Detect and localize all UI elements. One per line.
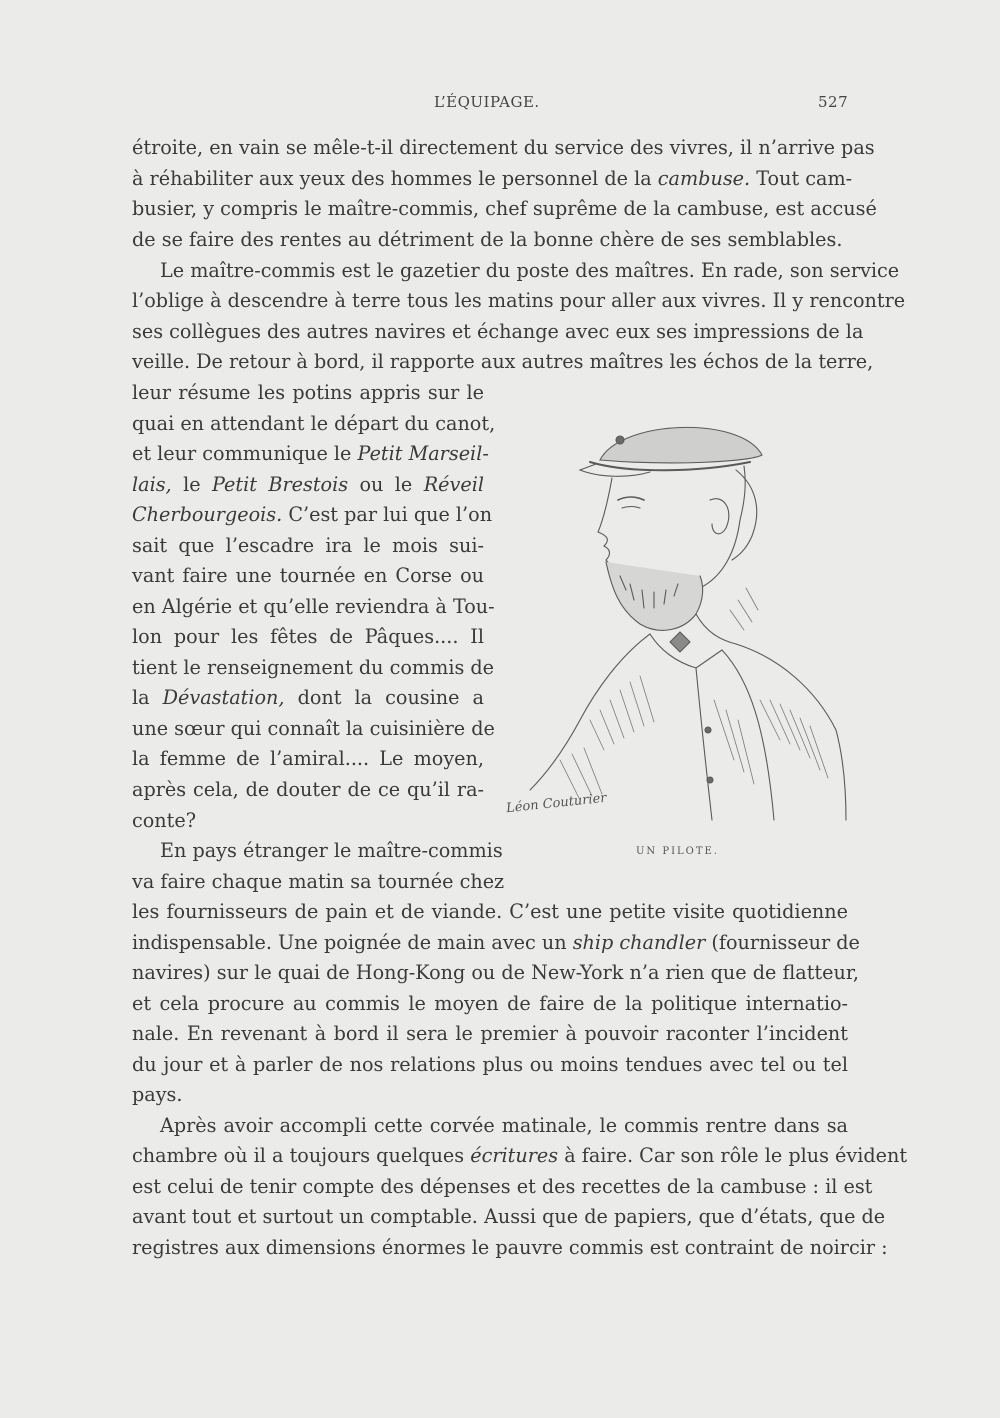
text-line: la femme de l’amiral.... Le moyen, (132, 747, 484, 770)
text-line: et leur communique le Petit Marseil- (132, 442, 489, 465)
text-line: leur résume les potins appris sur le (132, 381, 484, 404)
page-number: 527 (818, 93, 849, 111)
text-line: avant tout et surtout un comptable. Aussi que de papiers, que d’états, que de (132, 1205, 886, 1228)
text-line: quai en attendant le départ du canot, (132, 412, 496, 435)
text-line: du jour et à parler de nos relations plus ou moins tendues avec tel ou tel (132, 1053, 848, 1076)
text-line: la Dévastation, dont la cousine a (132, 686, 484, 709)
text-line: registres aux dimensions énormes le pauvre commis est contraint de noircir : (132, 1236, 888, 1259)
text-line: va faire chaque matin sa tournée chez (132, 870, 505, 893)
text-line: pays. (132, 1083, 183, 1106)
text-line: Le maître-commis est le gazetier du poste des maîtres. En rade, son service (160, 259, 900, 282)
text-line: en Algérie et qu’elle reviendra à Tou- (132, 595, 495, 618)
text-line: Cherbourgeois. C’est par lui que l’on (132, 503, 493, 526)
text-line: busier, y compris le maître-commis, chef suprême de la cambuse, est accusé (132, 197, 877, 220)
text-line: et cela procure au commis le moyen de faire de la politique internatio- (132, 992, 848, 1015)
text-line: les fournisseurs de pain et de viande. C’est une petite visite quotidienne (132, 900, 848, 923)
text-line: indispensable. Une poignée de main avec un ship chandler (fournisseur de (132, 931, 860, 954)
artist-signature: Léon Couturier (505, 790, 608, 817)
text-line: étroite, en vain se mêle-t-il directement du service des vivres, il n’arrive pas (132, 136, 875, 159)
text-line: veille. De retour à bord, il rapporte aux autres maîtres les échos de la terre, (132, 350, 874, 373)
text-line: En pays étranger le maître-commis (160, 839, 503, 862)
text-line: lais, le Petit Brestois ou le Réveil (132, 473, 484, 496)
figure-caption: UN PILOTE. (636, 846, 720, 857)
text-line: de se faire des rentes au détriment de la bonne chère de ses semblables. (132, 228, 843, 251)
text-line: Après avoir accompli cette corvée matinale, le commis rentre dans sa (160, 1114, 848, 1137)
running-head (0, 93, 1000, 117)
text-line: ses collègues des autres navires et échange avec eux ses impressions de la (132, 320, 864, 343)
text-line: après cela, de douter de ce qu’il ra- (132, 778, 484, 801)
text-line: une sœur qui connaît la cuisinière de (132, 717, 495, 740)
running-title: L’ÉQUIPAGE. (434, 93, 540, 111)
text-line: à réhabiliter aux yeux des hommes le personnel de la cambuse. Tout cam- (132, 167, 853, 190)
pilot-sketch-image (500, 400, 850, 830)
text-line: navires) sur le quai de Hong-Kong ou de New-York n’a rien que de flatteur, (132, 961, 859, 984)
text-line: est celui de tenir compte des dépenses et des recettes de la cambuse : il est (132, 1175, 873, 1198)
pilot-portrait-illustration (500, 400, 850, 830)
text-line: l’oblige à descendre à terre tous les matins pour aller aux vivres. Il y rencontre (132, 289, 906, 312)
text-line: sait que l’escadre ira le mois sui- (132, 534, 484, 557)
text-line: lon pour les fêtes de Pâques.... Il (132, 625, 484, 648)
text-line: tient le renseignement du commis de (132, 656, 495, 679)
text-line: vant faire une tournée en Corse ou (132, 564, 484, 587)
text-line: nale. En revenant à bord il sera le premier à pouvoir raconter l’incident (132, 1022, 848, 1045)
text-line: conte? (132, 809, 197, 832)
text-line: chambre où il a toujours quelques écritures à faire. Car son rôle le plus évident (132, 1144, 908, 1167)
